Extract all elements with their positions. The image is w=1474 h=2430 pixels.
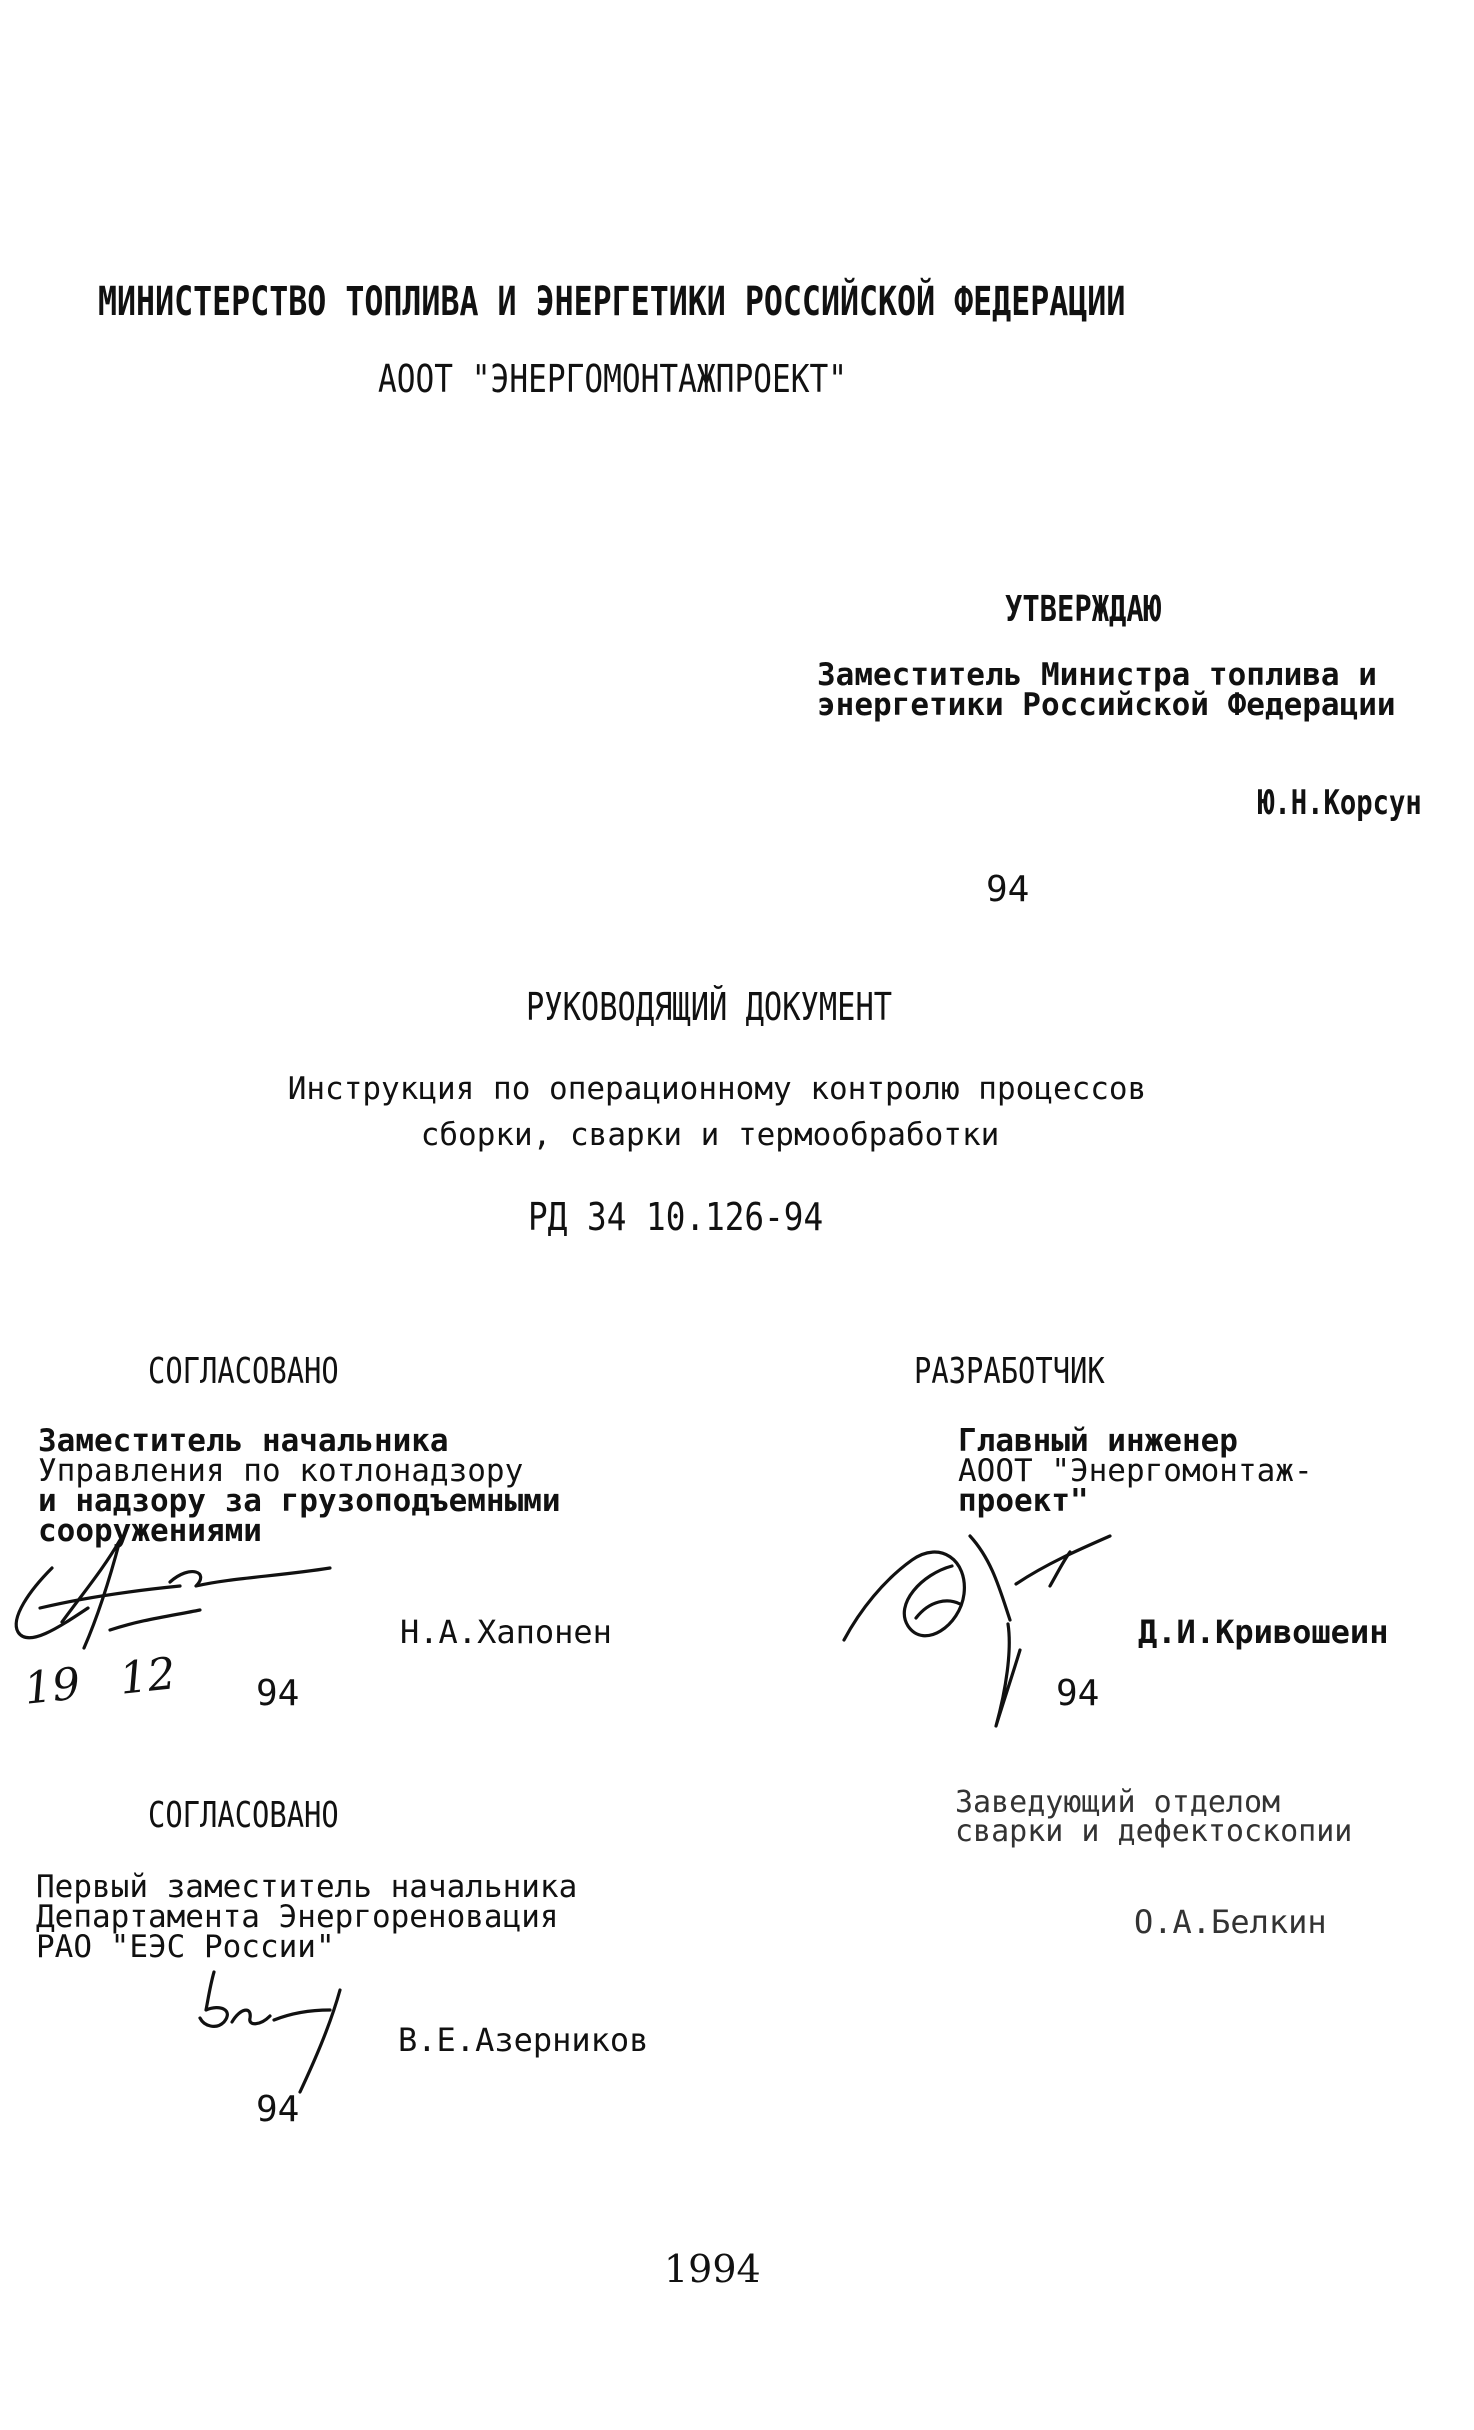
- document-title-line-2: сборки, сварки и термообработки: [420, 1117, 1000, 1153]
- dept-head-name: О.А.Белкин: [1134, 1903, 1327, 1941]
- dept-head-position: [955, 1785, 1353, 1849]
- developer-position-line-3: проект": [958, 1483, 1089, 1519]
- agreed-1-heading: СОГЛАСОВАНО: [148, 1351, 339, 1392]
- agreed-2-position-line-3: РАО "ЕЭС России": [36, 1929, 335, 1965]
- developer-name: Д.И.Кривошеин: [1138, 1613, 1389, 1651]
- ministry-heading: [98, 279, 1398, 325]
- agreed-2-name: В.Е.Азерников: [398, 2021, 649, 2059]
- agreed-2-position: [36, 1869, 578, 1965]
- agreed-1-position-line-1: Заместитель начальника: [38, 1423, 449, 1459]
- agreed-2-position-line-2: Департамента Энергореновация: [36, 1899, 559, 1935]
- agreed-1-position-line-3: и надзору за грузоподъемными: [38, 1483, 561, 1519]
- dept-head-position-line-1: Заведующий отделом: [955, 1785, 1281, 1820]
- dept-head-position-line-2: сварки и дефектоскопии: [955, 1814, 1353, 1849]
- approval-position-line-1: Заместитель Министра топлива и: [817, 657, 1377, 693]
- developer-position-line-2: АООТ "Энергомонтаж-: [958, 1453, 1313, 1489]
- organization-heading: [378, 357, 950, 401]
- agreed-1-date: 94: [256, 1673, 300, 1714]
- approval-heading: УТВЕРЖДАЮ: [1005, 589, 1162, 630]
- approval-position: [817, 657, 1396, 723]
- developer-date: 94: [1056, 1673, 1100, 1714]
- agreed-2-heading: СОГЛАСОВАНО: [148, 1795, 339, 1836]
- signature-azernikov: [190, 1966, 390, 2106]
- ministry-heading-text: МИНИСТЕРСТВО ТОПЛИВА И ЭНЕРГЕТИКИ РОССИЙСКОЙ ФЕДЕРАЦИИ: [98, 279, 1126, 325]
- approval-position-line-2: энергетики Российской Федерации: [817, 687, 1396, 723]
- agreed-1-position-line-2: Управления по котлонадзору: [38, 1453, 524, 1489]
- document-type: РУКОВОДЯЩИЙ ДОКУМЕНТ: [526, 985, 893, 1029]
- agreed-2-position-line-1: Первый заместитель начальника: [36, 1869, 578, 1905]
- signature-krivoshein: [840, 1500, 1180, 1750]
- developer-position-line-1: Главный инженер: [958, 1423, 1238, 1459]
- agreed-2-date: 94: [256, 2089, 300, 2130]
- approval-date: 94: [986, 869, 1030, 910]
- agreed-1-handwritten-date: 19 12: [21, 1648, 179, 1715]
- footer-year: 1994: [664, 2247, 761, 2291]
- approval-name: Ю.Н.Корсун: [1258, 783, 1422, 823]
- agreed-1-name: Н.А.Хапонен: [400, 1613, 612, 1651]
- document-title: [0, 1066, 1474, 1158]
- developer-heading: РАЗРАБОТЧИК: [914, 1351, 1105, 1392]
- signature-khaponen: [0, 1520, 360, 1680]
- document-title-line-1: Инструкция по операционному контролю процессов: [287, 1071, 1147, 1107]
- document-code: РД 34 10.126-94: [528, 1195, 824, 1239]
- organization-heading-text: АООТ "ЭНЕРГОМОНТАЖПРОЕКТ": [378, 357, 848, 401]
- agreed-1-position-line-4: сооружениями: [38, 1513, 262, 1549]
